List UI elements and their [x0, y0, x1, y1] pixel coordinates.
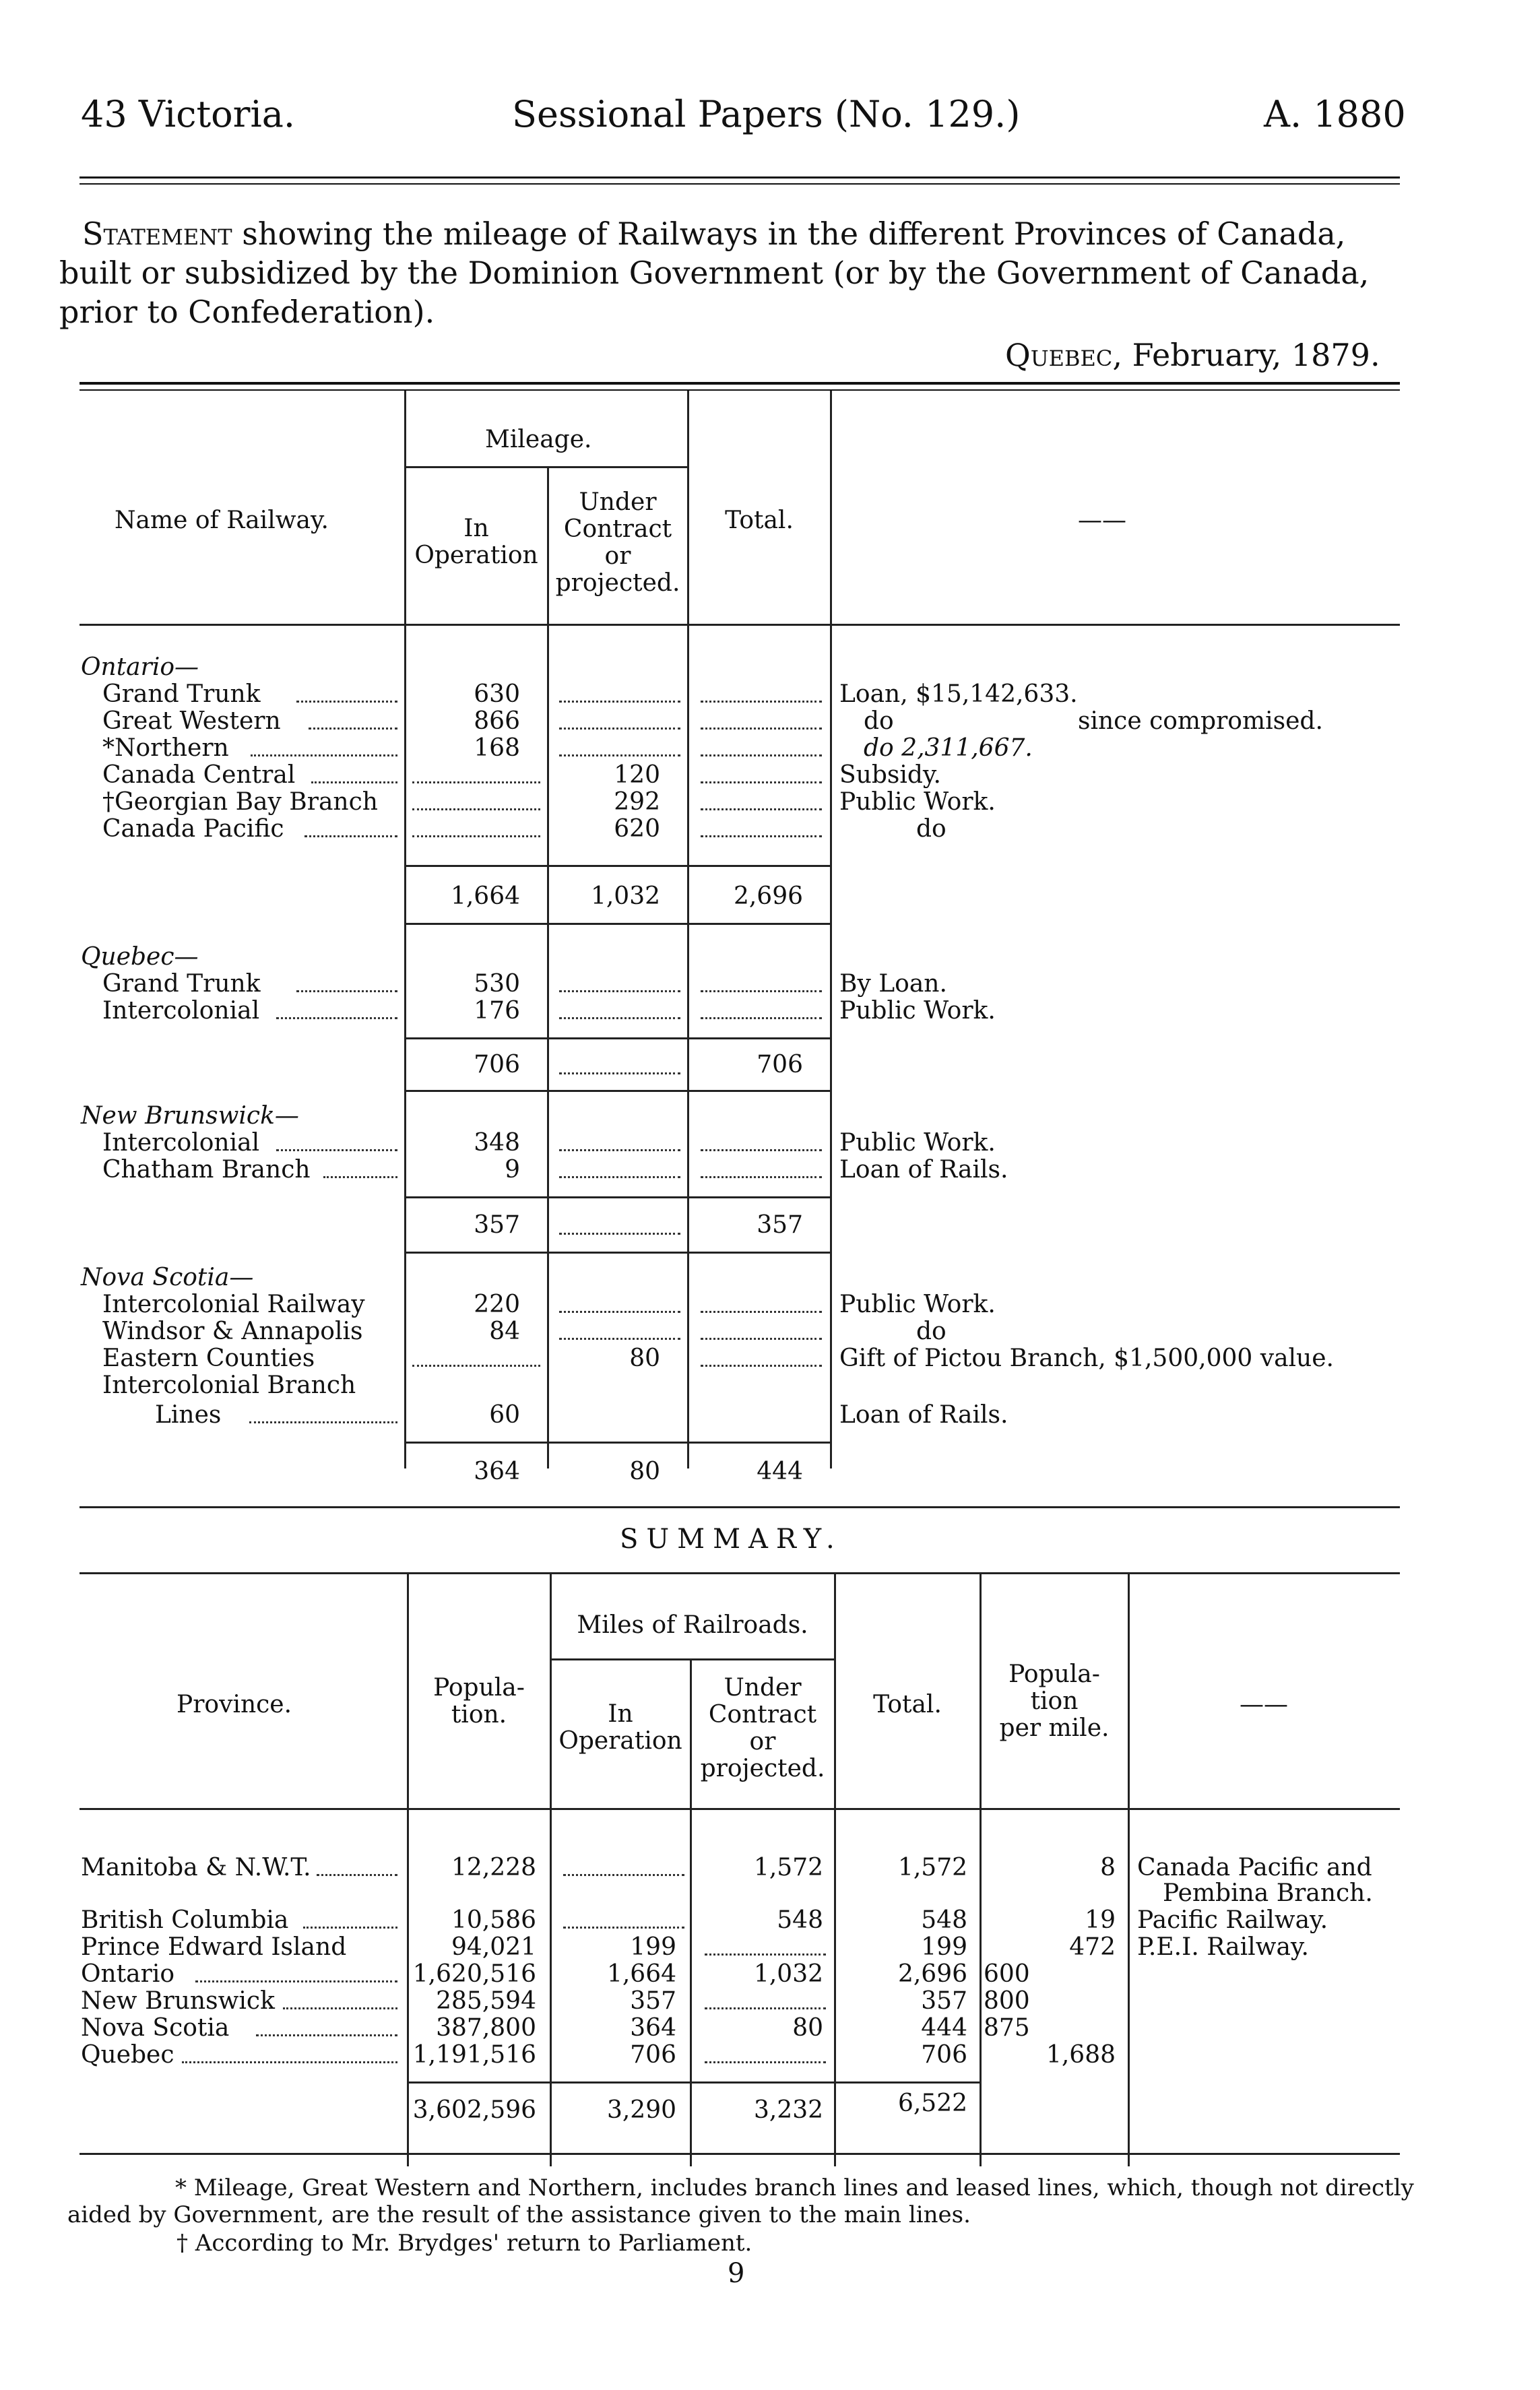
province-header: Province.: [177, 1691, 292, 1718]
in-operation-header: In Operation: [414, 515, 538, 569]
summary-bottom-rule: [79, 2153, 1400, 2155]
summary-remarks-header: ——: [1240, 1691, 1288, 1718]
header-rule: [79, 176, 1400, 179]
summary-title: SUMMARY.: [620, 1524, 843, 1555]
group-new-brunswick: New Brunswick—: [81, 1102, 299, 1130]
footnote-brydges: † According to Mr. Brydges' return to Parliament.: [177, 2230, 752, 2257]
statement-dateline: Quebec, February, 1879.: [1005, 337, 1380, 373]
footnote-mileage: * Mileage, Great Western and Northern, includes branch lines and leased lines, which, though not directly aided by Government, are the result of the assistance given to the main lines.: [67, 2174, 1414, 2228]
miles-of-railroads-header: Miles of Railroads.: [577, 1611, 808, 1639]
statement-intro: [59, 214, 1413, 331]
page-number: 9: [728, 2258, 745, 2289]
header-center: Sessional Papers (No. 129.): [512, 93, 1021, 135]
population-header: Popula- tion.: [433, 1674, 525, 1729]
under-contract-header: Under Contract or projected.: [555, 488, 680, 597]
group-quebec: Quebec—: [81, 943, 199, 971]
group-ontario: Ontario—: [81, 653, 199, 681]
group-nova-scotia: Nova Scotia—: [81, 1264, 254, 1291]
table1-header-rule: [79, 624, 1400, 626]
total-header: Total.: [725, 507, 794, 534]
summary-under-contract-header: Under Contract or projected.: [700, 1674, 825, 1782]
name-of-railway-header: Name of Railway.: [115, 507, 329, 534]
summary-in-operation-header: In Operation: [558, 1700, 682, 1755]
statement-lead: Statement: [82, 216, 232, 252]
statement-text: showing the mileage of Railways in the different Provinces of Canada, built or subsidized by the Dominion Government (or by the Government of Canada, prior to Confederation).: [59, 216, 1370, 330]
population-per-mile-header: Popula- tion per mile.: [999, 1660, 1110, 1742]
header-right: A. 1880: [1264, 93, 1406, 135]
mileage-header: Mileage.: [485, 426, 592, 453]
remarks-header: ——: [1078, 507, 1126, 534]
header-left: 43 Victoria.: [81, 93, 296, 135]
summary-total-header: Total.: [873, 1691, 942, 1718]
summary-top-rule: [79, 1572, 1400, 1574]
header-rule-thin: [79, 183, 1400, 185]
table1-bottom-rule: [79, 1506, 1400, 1508]
summary-header-rule: [79, 1808, 1400, 1810]
table1-top-rule: [79, 382, 1400, 385]
